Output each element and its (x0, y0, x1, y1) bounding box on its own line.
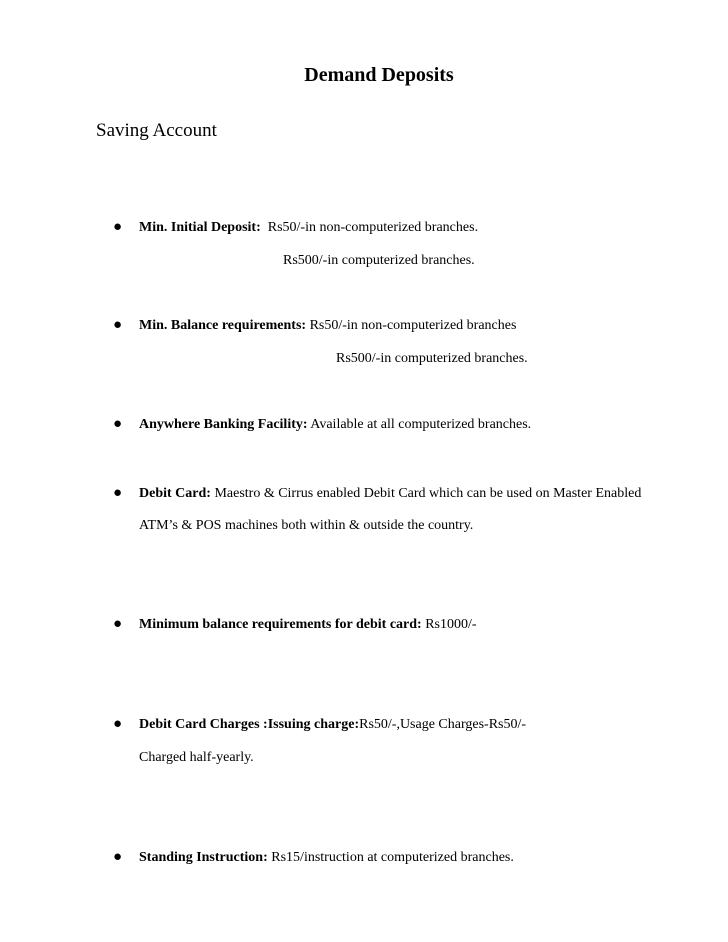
bullet-icon: ● (113, 317, 123, 333)
list-item-line (139, 485, 641, 503)
list-item-text: Rs50/-in non-computerized branches (309, 318, 517, 333)
list-item-label: Minimum balance requirements for debit card: (139, 617, 422, 632)
list-item-line (139, 317, 516, 335)
list-item-line (139, 416, 531, 434)
bullet-icon: ● (113, 616, 123, 632)
list-item-line (139, 219, 478, 237)
list-item-text: Rs50/-in non-computerized branches. (267, 220, 479, 235)
list-item-label: Min. Initial Deposit: (139, 220, 261, 235)
list-item-text: Maestro & Cirrus enabled Debit Card which can be used on Master Enabled (214, 486, 642, 501)
list-item-text: Available at all computerized branches. (310, 417, 532, 432)
bullet-icon: ● (113, 849, 123, 865)
list-item-continuation: Rs500/-in computerized branches. (283, 253, 475, 268)
bullet-icon: ● (113, 485, 123, 501)
list-item-line (139, 849, 514, 867)
list-item-continuation: ATM’s & POS machines both within & outside the country. (139, 518, 474, 533)
list-item-label: Anywhere Banking Facility: (139, 417, 308, 432)
list-item-label: Debit Card Charges :Issuing charge: (139, 717, 360, 732)
list-item-text: Rs50/-,Usage Charges-Rs50/- (359, 717, 527, 732)
bullet-icon: ● (113, 716, 123, 732)
list-item-continuation: Charged half-yearly. (139, 750, 254, 765)
list-item-label: Min. Balance requirements: (139, 318, 307, 333)
list-item-continuation: Rs500/-in computerized branches. (336, 351, 528, 366)
bullet-icon: ● (113, 416, 123, 432)
section-heading: Saving Account (96, 120, 217, 141)
bullet-icon: ● (113, 219, 123, 235)
list-item-line (139, 616, 477, 634)
list-item-text: Rs1000/- (425, 617, 477, 632)
page-title: Demand Deposits (304, 64, 454, 86)
list-item-label: Standing Instruction: (139, 850, 268, 865)
list-item-line (139, 716, 526, 734)
list-item-text: Rs15/instruction at computerized branches. (271, 850, 514, 865)
list-item-label: Debit Card: (139, 486, 211, 501)
